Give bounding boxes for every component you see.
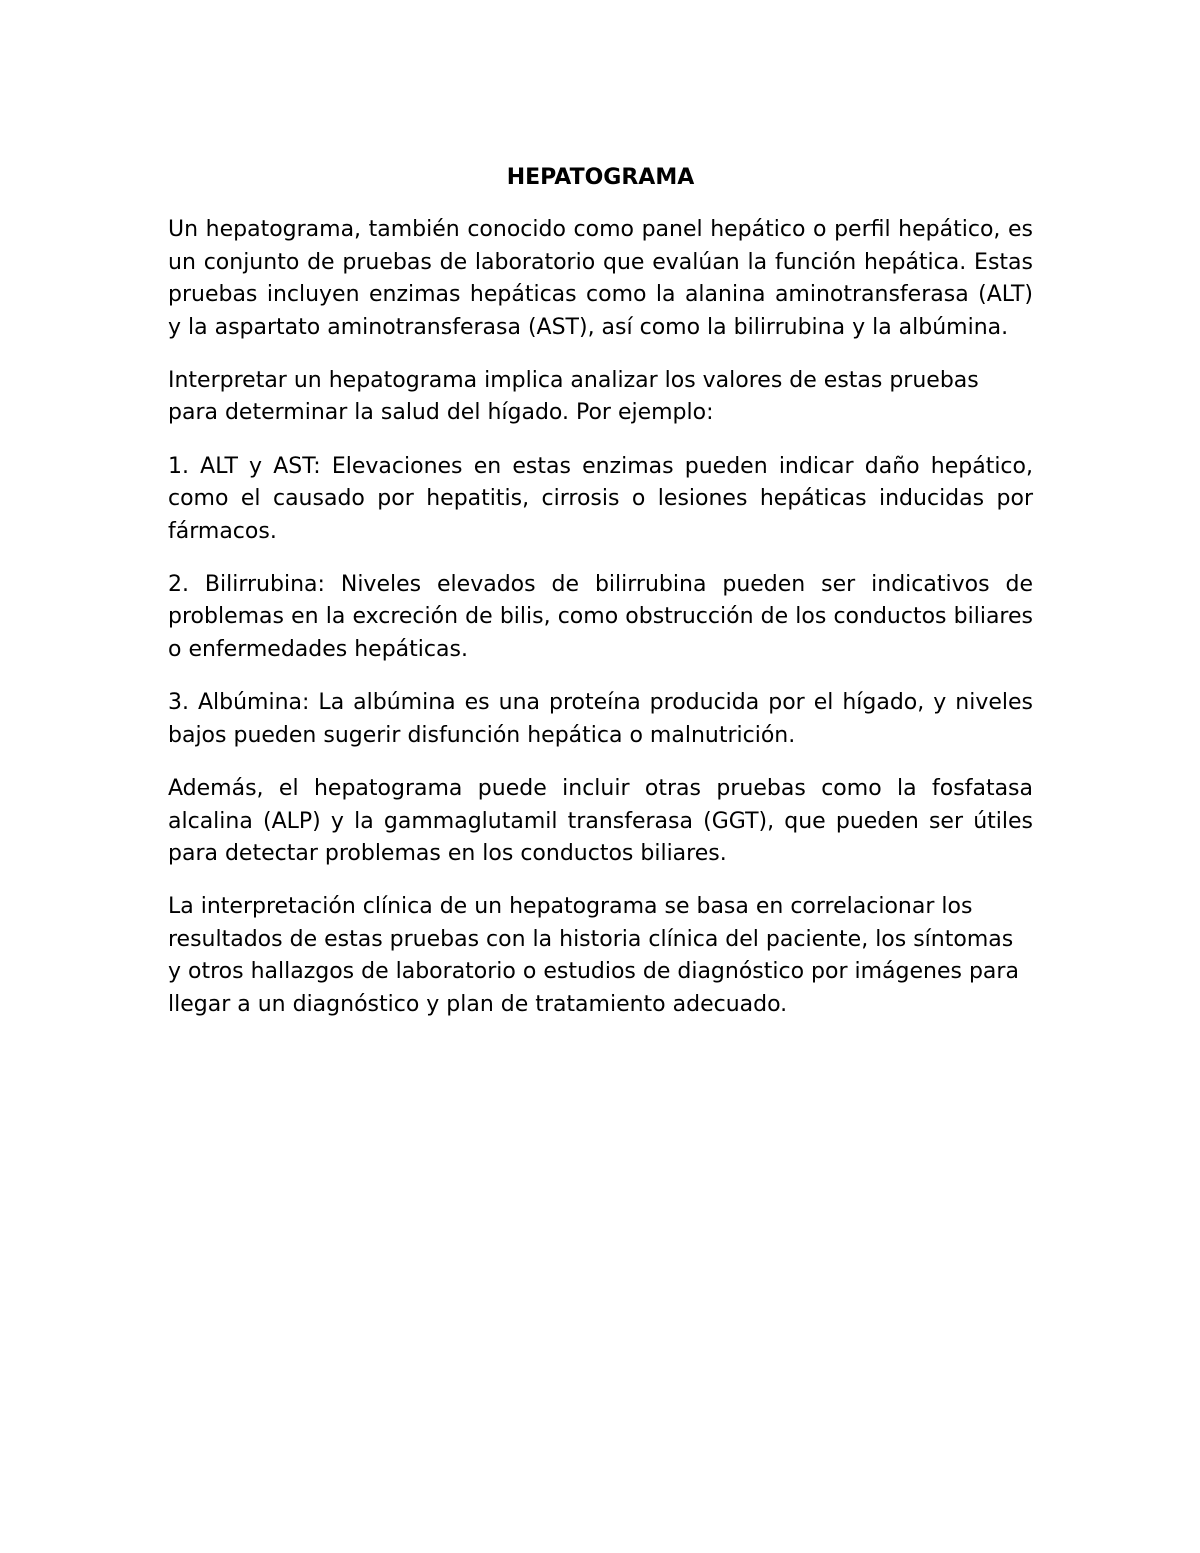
document-body	[168, 160, 1033, 1042]
paragraph-ademas: Además, el hepatograma puede incluir otras pruebas como la fosfatasa alcalina (ALP) y la gammaglutamil transferasa (GGT), que pueden ser útiles para detectar problemas en los conductos biliares.	[168, 776, 1033, 866]
paragraph-albumina: 3. Albúmina: La albúmina es una proteína producida por el hígado, y niveles bajos pueden sugerir disfunción hepática o malnutrición.	[168, 690, 1033, 748]
paragraph-conclusion: La interpretación clínica de un hepatograma se basa en correlacionar los resultados de estas pruebas con la historia clínica del paciente, los síntomas y otros hallazgos de laboratorio o estudios de diagnóstico por imágenes para llegar a un diagnóstico y plan de tratamiento adecuado.	[168, 894, 1019, 1017]
paragraph-intro: Un hepatograma, también conocido como panel hepático o perfil hepático, es un conjunto de pruebas de laboratorio que evalúan la función hepática. Estas pruebas incluyen enzimas hepáticas como la alanina aminotransferasa (ALT) y la aspartato aminotransferasa (AST), así como la bilirrubina y la albúmina.	[168, 217, 1033, 340]
paragraph-alt-ast: 1. ALT y AST: Elevaciones en estas enzimas pueden indicar daño hepático, como el causado por hepatitis, cirrosis o lesiones hepáticas inducidas por fármacos.	[168, 453, 1033, 544]
document-title: HEPATOGRAMA	[506, 165, 695, 190]
paragraph-bilirrubina: 2. Bilirrubina: Niveles elevados de bilirrubina pueden ser indicativos de problemas en la excreción de bilis, como obstrucción de los conductos biliares o enfermedades hepáticas.	[168, 572, 1033, 662]
paragraph-interpretation: Interpretar un hepatograma implica analizar los valores de estas pruebas para determinar la salud del hígado. Por ejemplo:	[168, 368, 979, 426]
